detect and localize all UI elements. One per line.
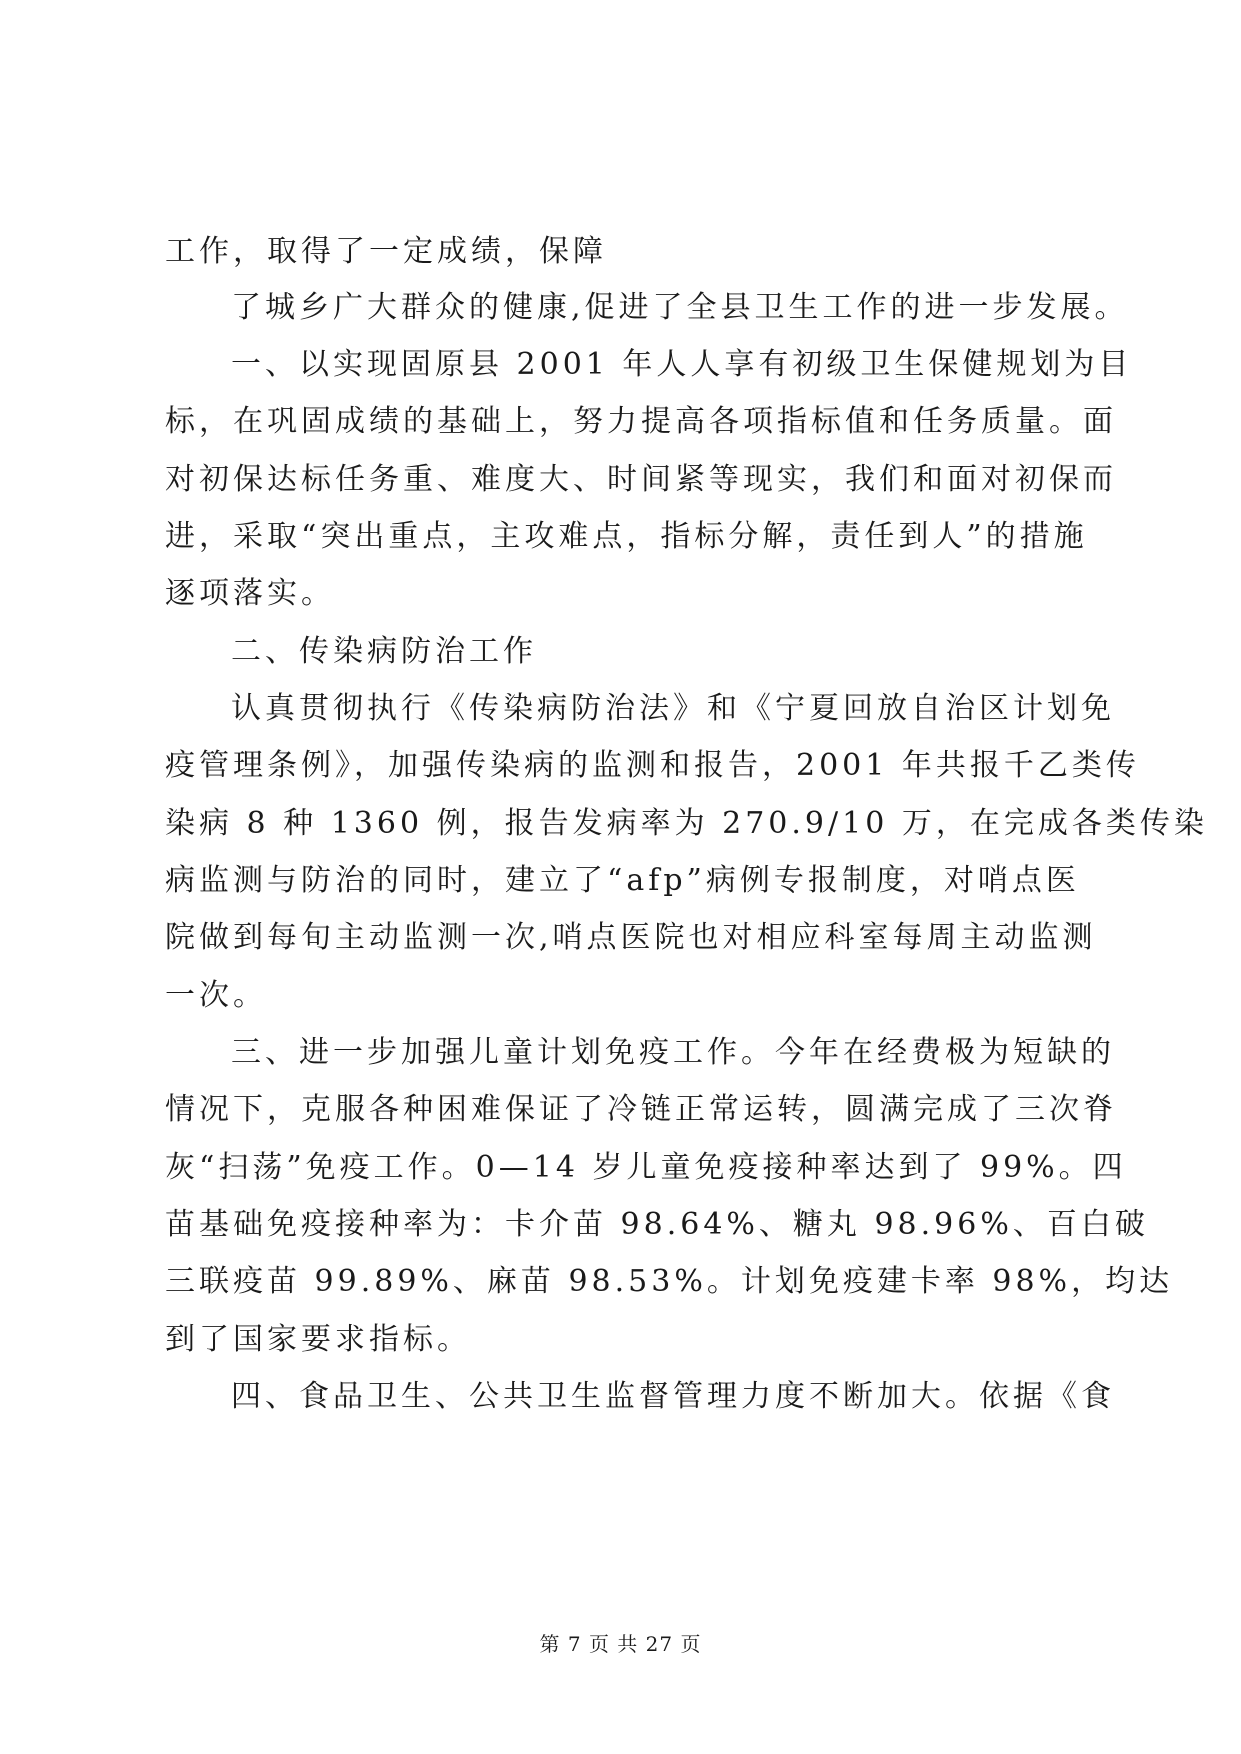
text-line: 逐项落实。	[165, 576, 335, 611]
section-heading-line: 二、传染病防治工作	[231, 634, 537, 669]
text-line: 一次。	[165, 978, 267, 1013]
text-line: 进，采取“突出重点，主攻难点，指标分解，责任到人”的措施	[165, 519, 1088, 554]
text-line: 认真贯彻执行《传染病防治法》和《宁夏回放自治区计划免	[231, 691, 1115, 726]
text-line: 标，在巩固成绩的基础上，努力提高各项指标值和任务质量。面	[165, 404, 1117, 439]
section-heading-line: 三、进一步加强儿童计划免疫工作。今年在经费极为短缺的	[231, 1035, 1115, 1070]
text-line: 情况下，克服各种困难保证了冷链正常运转，圆满完成了三次脊	[165, 1092, 1117, 1127]
text-line: 疫管理条例》，加强传染病的监测和报告，2001 年共报千乙类传	[165, 748, 1140, 783]
text-line: 染病 8 种 1360 例，报告发病率为 270.9/10 万，在完成各类传染	[165, 806, 1208, 841]
text-line: 三联疫苗 99.89%、麻苗 98.53%。计划免疫建卡率 98%，均达	[165, 1264, 1174, 1299]
text-line: 了城乡广大群众的健康,促进了全县卫生工作的进一步发展。	[231, 290, 1129, 325]
text-line: 对初保达标任务重、难度大、时间紧等现实，我们和面对初保而	[165, 462, 1117, 497]
text-line: 灰“扫荡”免疫工作。0—14 岁儿童免疫接种率达到了 99%。四	[165, 1150, 1127, 1185]
text-line: 病监测与防治的同时，建立了“afp”病例专报制度，对哨点医	[165, 863, 1080, 898]
section-heading-line: 一、以实现固原县 2001 年人人享有初级卫生保健规划为目	[231, 347, 1133, 382]
text-line: 工作，取得了一定成绩，保障	[165, 234, 607, 269]
text-line: 到了国家要求指标。	[165, 1322, 471, 1357]
text-line: 苗基础免疫接种率为：卡介苗 98.64%、糖丸 98.96%、百白破	[165, 1207, 1149, 1242]
section-heading-line: 四、食品卫生、公共卫生监督管理力度不断加大。依据《食	[231, 1379, 1115, 1414]
page-number: 第 7 页 共 27 页	[539, 1632, 702, 1656]
text-line: 院做到每旬主动监测一次,哨点医院也对相应科室每周主动监测	[165, 920, 1097, 955]
